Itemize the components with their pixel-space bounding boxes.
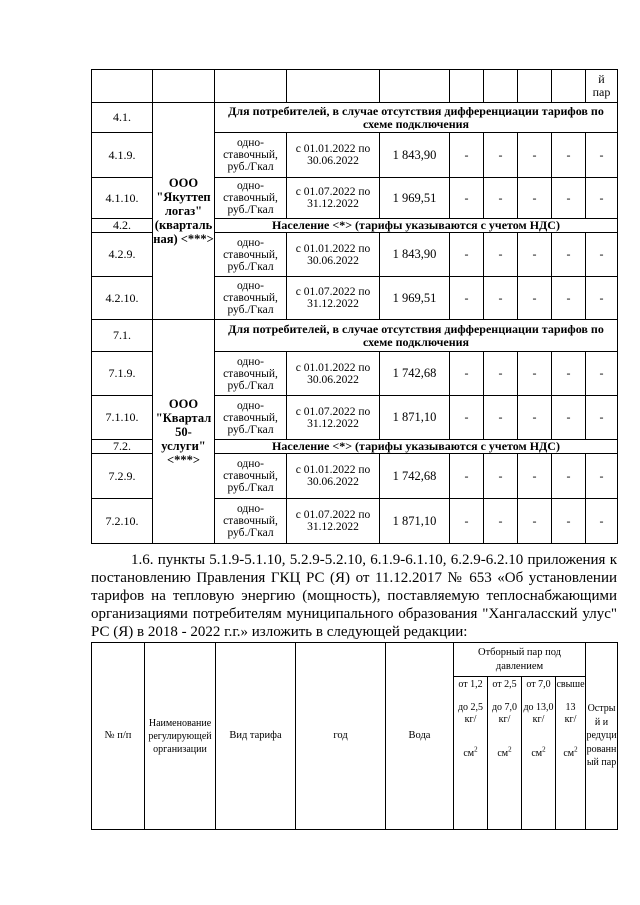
- header-sharp-steam: Острый и редуцированный пар: [586, 643, 618, 830]
- cell-dash: -: [450, 133, 484, 178]
- cell-dash: -: [518, 277, 552, 320]
- row-number: 7.1.: [92, 320, 153, 352]
- row-number: 4.1.: [92, 103, 153, 133]
- tariff-type: одно-ставочный, руб./Гкал: [215, 277, 287, 320]
- tariff-price: 1 969,51: [380, 178, 450, 219]
- tariff-type: одно-ставочный, руб./Гкал: [215, 396, 287, 440]
- row-number: 4.1.9.: [92, 133, 153, 178]
- cell-dash: -: [586, 277, 618, 320]
- cell-dash: -: [586, 178, 618, 219]
- cell-dash: -: [552, 499, 586, 544]
- cell-dash: -: [586, 396, 618, 440]
- org-name-yakutteplogaz: ООО "Якуттеплогаз" (квартальная) <***>: [153, 103, 215, 320]
- cell-dash: -: [484, 277, 518, 320]
- header-year: год: [296, 643, 386, 830]
- cell-dash: -: [450, 352, 484, 396]
- cell-dash: -: [586, 233, 618, 277]
- section-row: [92, 320, 618, 352]
- section-title: Для потребителей, в случае отсутствия дифференциации тарифов по схеме подключения: [215, 320, 618, 352]
- tariff-table-top: [91, 69, 618, 544]
- cell-dash: -: [484, 396, 518, 440]
- cell-dash: -: [518, 454, 552, 499]
- cell-dash: -: [484, 352, 518, 396]
- cell-dash: -: [552, 233, 586, 277]
- cell-dash: -: [552, 133, 586, 178]
- header-pressure-1: от 1,2 до 2,5 кг/ $см^2$: [454, 677, 488, 830]
- tariff-period: с 01.07.2022 по 31.12.2022: [287, 499, 380, 544]
- cell-dash: -: [586, 133, 618, 178]
- cell-dash: -: [484, 499, 518, 544]
- cell-dash: -: [518, 352, 552, 396]
- row-number: 7.1.9.: [92, 352, 153, 396]
- tariff-type: одно-ставочный, руб./Гкал: [215, 352, 287, 396]
- tariff-type: одно-ставочный, руб./Гкал: [215, 178, 287, 219]
- tariff-price: 1 871,10: [380, 396, 450, 440]
- cell-dash: -: [552, 454, 586, 499]
- cell-dash: -: [586, 454, 618, 499]
- cell-dash: -: [484, 233, 518, 277]
- amendment-paragraph: 1.6. пункты 5.1.9-5.1.10, 5.2.9-5.2.10, 6.1.9-6.1.10, 6.2.9-6.2.10 приложения к постановлению Правления ГКЦ РС (Я) от 11.12.2017 № 653 «Об установлении тарифов на тепловую энергию (мощность), поставляемую теплоснабжающими организациями потребителям муниципального образования "Хангаласский улус" РС (Я) в 2018 - 2022 г.г.» изложить в следующей редакции:: [91, 552, 617, 640]
- header-row: [92, 643, 618, 677]
- header-cell-sharp-steam: й пар: [586, 70, 618, 103]
- cell-dash: -: [450, 178, 484, 219]
- tariff-period: с 01.01.2022 по 30.06.2022: [287, 233, 380, 277]
- tariff-period: с 01.01.2022 по 30.06.2022: [287, 352, 380, 396]
- row-number: 4.2.10.: [92, 277, 153, 320]
- tariff-period: с 01.07.2022 по 31.12.2022: [287, 277, 380, 320]
- tariff-price: 1 969,51: [380, 277, 450, 320]
- header-water: Вода: [386, 643, 454, 830]
- tariff-period: с 01.07.2022 по 31.12.2022: [287, 178, 380, 219]
- section-title: Население <*> (тарифы указываются с учетом НДС): [215, 219, 618, 233]
- cell-dash: -: [518, 133, 552, 178]
- section-title: Для потребителей, в случае отсутствия дифференциации тарифов по схеме подключения: [215, 103, 618, 133]
- tariff-type: одно-ставочный, руб./Гкал: [215, 454, 287, 499]
- row-number: 7.2.9.: [92, 454, 153, 499]
- cell-dash: -: [484, 178, 518, 219]
- tariff-type: одно-ставочный, руб./Гкал: [215, 133, 287, 178]
- cell-dash: -: [518, 499, 552, 544]
- header-pressure-2: от 2,5 до 7,0 кг/ $см^2$: [488, 677, 522, 830]
- section-title: Население <*> (тарифы указываются с учетом НДС): [215, 440, 618, 454]
- tariff-period: с 01.01.2022 по 30.06.2022: [287, 454, 380, 499]
- tariff-type: одно-ставочный, руб./Гкал: [215, 499, 287, 544]
- org-name-kvartal-50: ООО "Квартал 50-услуги" <***>: [153, 320, 215, 544]
- header-num: № п/п: [92, 643, 145, 830]
- tariff-price: 1 843,90: [380, 233, 450, 277]
- tariff-type: одно-ставочный, руб./Гкал: [215, 233, 287, 277]
- row-number: 4.1.10.: [92, 178, 153, 219]
- tariff-price: 1 871,10: [380, 499, 450, 544]
- cell-dash: -: [484, 454, 518, 499]
- cell-dash: -: [518, 178, 552, 219]
- header-pressure-3: от 7,0 до 13,0 кг/ $см^2$: [522, 677, 556, 830]
- cell-dash: -: [450, 277, 484, 320]
- cell-dash: -: [450, 454, 484, 499]
- cell-dash: -: [450, 396, 484, 440]
- cell-dash: -: [484, 133, 518, 178]
- cell-dash: -: [450, 233, 484, 277]
- row-number: 7.2.10.: [92, 499, 153, 544]
- cell-dash: -: [586, 352, 618, 396]
- cell-dash: -: [450, 499, 484, 544]
- cell-dash: -: [518, 396, 552, 440]
- row-number: 4.2.: [92, 219, 153, 233]
- header-tariff-type: Вид тарифа: [216, 643, 296, 830]
- row-number: 4.2.9.: [92, 233, 153, 277]
- cell-dash: -: [552, 277, 586, 320]
- row-number: 7.1.10.: [92, 396, 153, 440]
- tariff-table-header: [91, 642, 618, 830]
- cell-dash: -: [552, 396, 586, 440]
- header-org-name: Наименование регулирующей организации: [145, 643, 216, 830]
- tariff-price: 1 742,68: [380, 454, 450, 499]
- header-pressure-4: свыше 13 кг/ $см^2$: [556, 677, 586, 830]
- table-header-partial: [92, 70, 618, 103]
- tariff-price: 1 843,90: [380, 133, 450, 178]
- tariff-period: с 01.07.2022 по 31.12.2022: [287, 396, 380, 440]
- cell-dash: -: [552, 178, 586, 219]
- cell-dash: -: [586, 499, 618, 544]
- tariff-period: с 01.01.2022 по 30.06.2022: [287, 133, 380, 178]
- cell-dash: -: [518, 233, 552, 277]
- row-number: 7.2.: [92, 440, 153, 454]
- header-extracted-steam: Отборный пар под давлением: [454, 643, 586, 677]
- section-row: [92, 103, 618, 133]
- tariff-price: 1 742,68: [380, 352, 450, 396]
- cell-dash: -: [552, 352, 586, 396]
